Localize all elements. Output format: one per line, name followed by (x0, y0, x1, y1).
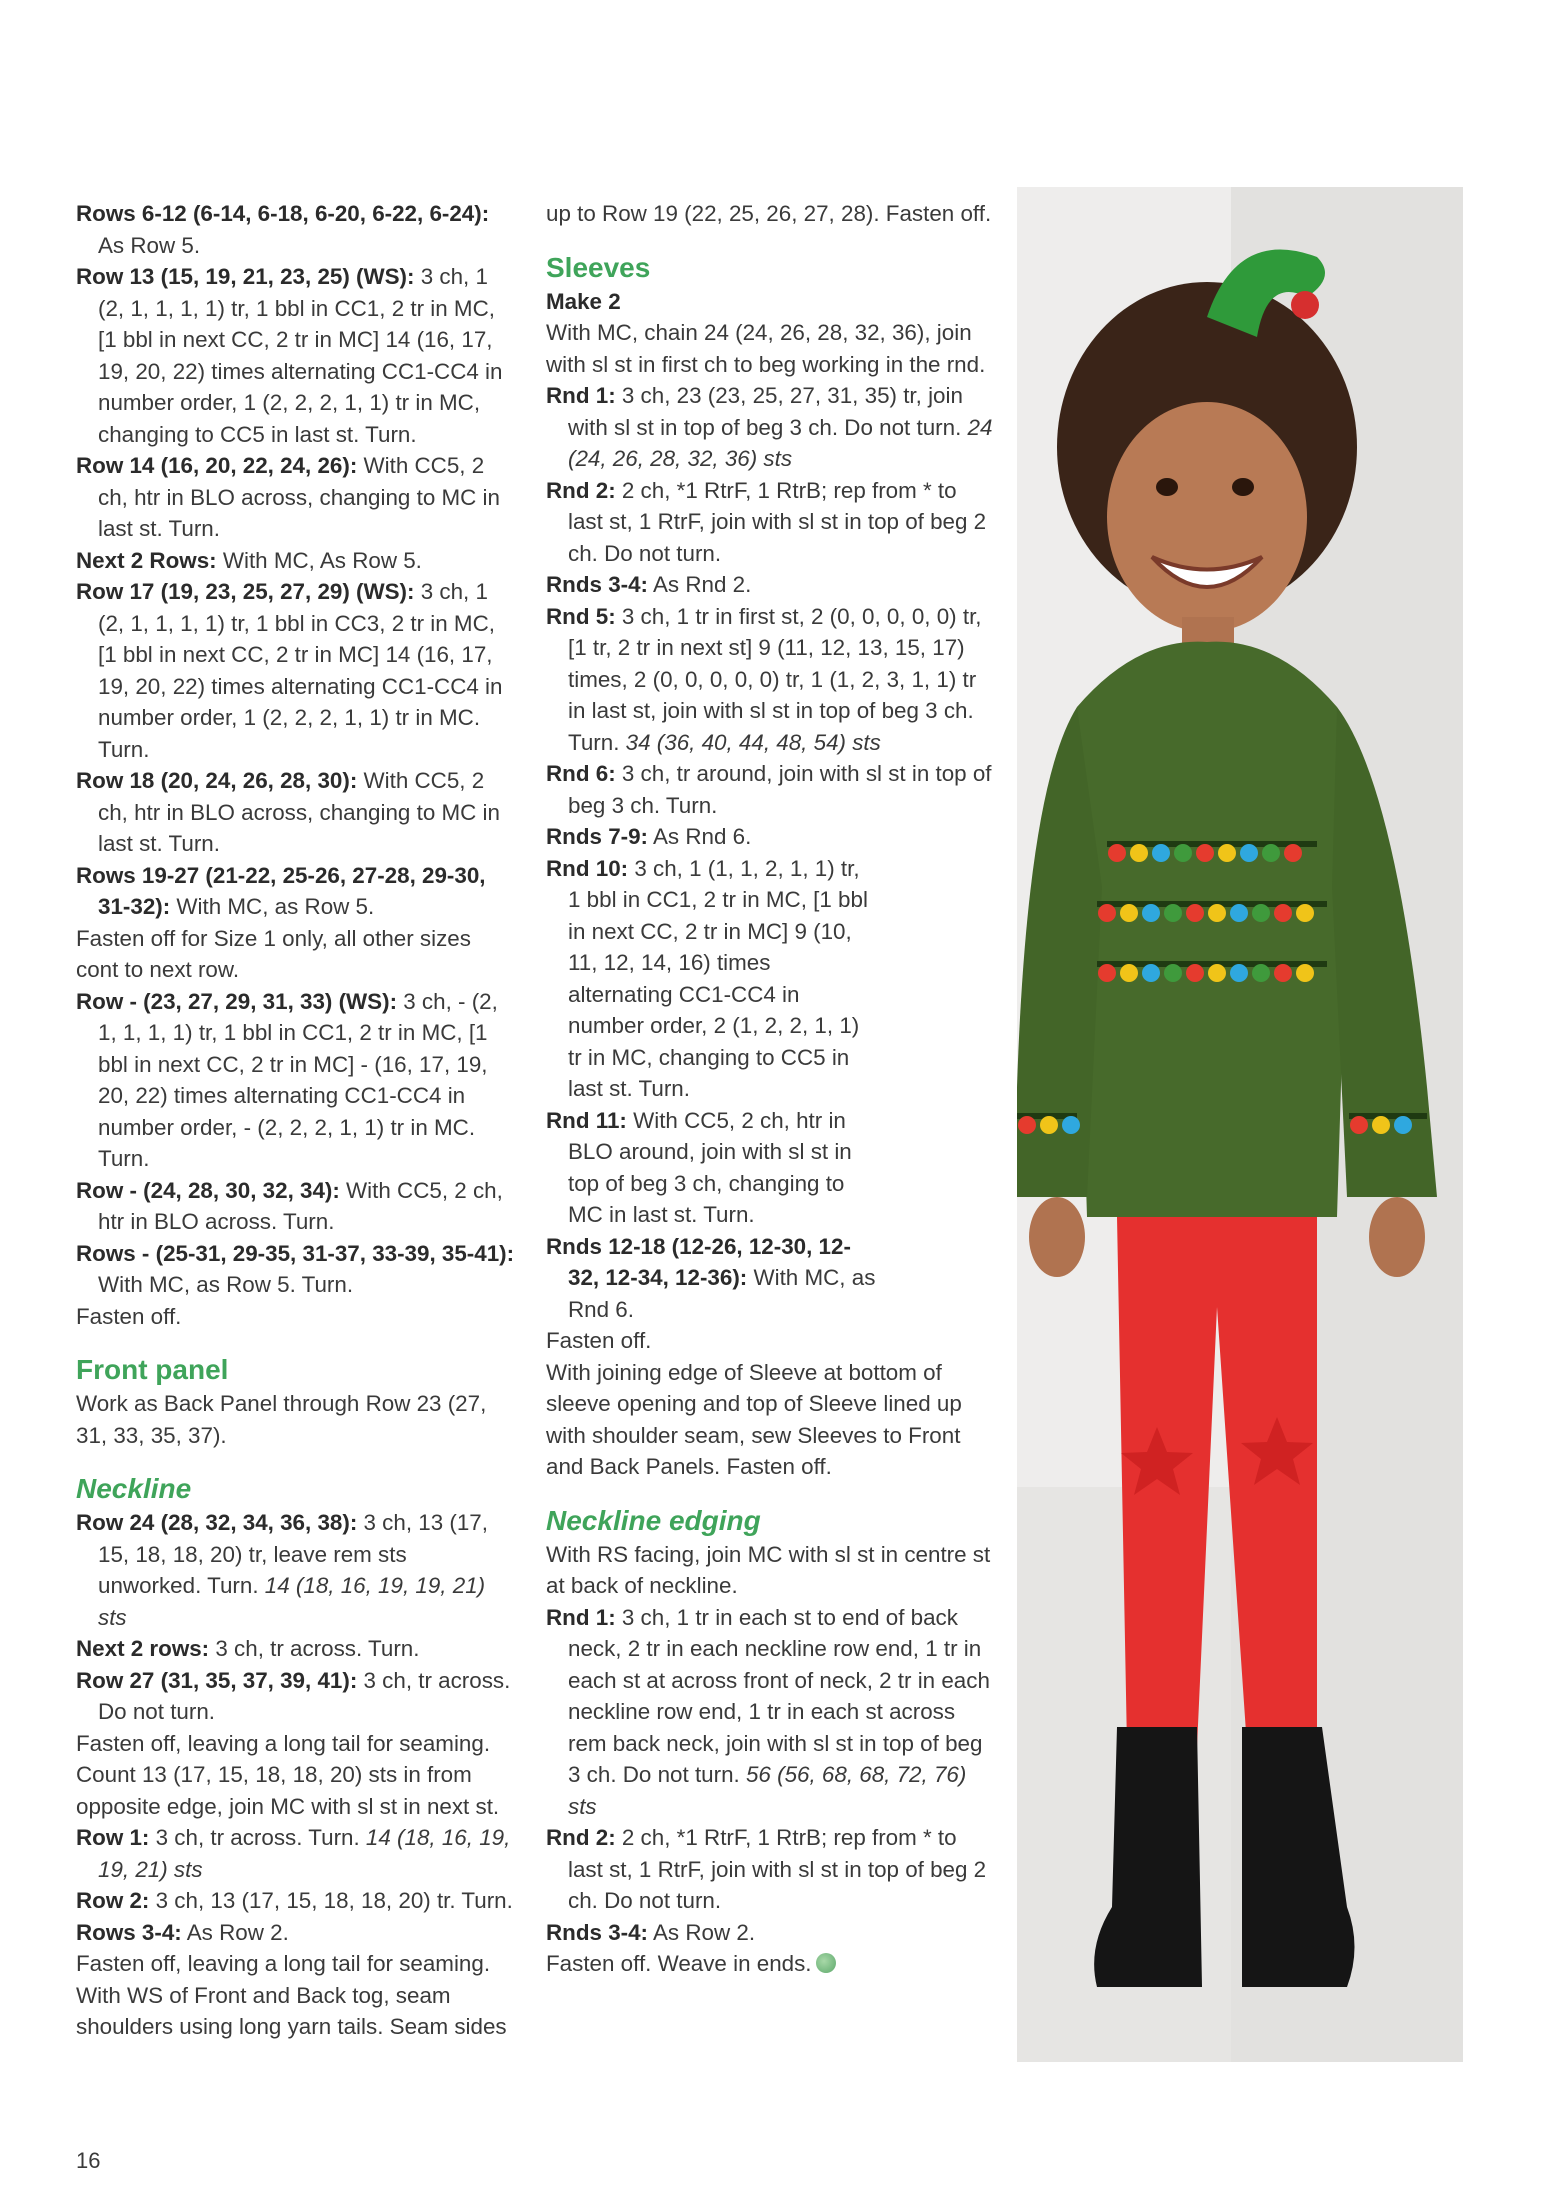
instruction-paragraph (546, 1325, 996, 1357)
instruction-label: Row 1: (76, 1825, 150, 1850)
instruction-text: As Row 5. (98, 232, 201, 258)
instruction-label: Rows 3-4: (76, 1919, 182, 1945)
instruction-text: As Row 2. (648, 1919, 756, 1945)
bobble (1230, 964, 1248, 982)
child-eye-right (1232, 478, 1254, 496)
instruction-text: 3 ch, 1 (1, 1, 2, 1, 1) tr, 1 bbl in CC1, 2 tr in MC, [1 bbl in next CC, 2 tr in MC] 9 (10, 11, 12, 14, 16) times alternating CC1-CC4 in number order, 2 (1, 2, 2, 1, 1) tr in MC, changing to CC5 in last st. Turn. (568, 855, 868, 1101)
instruction-paragraph (546, 1822, 996, 1917)
instruction-label: Rnds 12-18 (12-26, 12-30, 12-32, 12-34, 12-36): (546, 1233, 851, 1290)
instruction-paragraph (76, 576, 516, 765)
bobble (1040, 1116, 1058, 1134)
section-spacer (546, 230, 996, 250)
instruction-paragraph (546, 853, 878, 1105)
bobble (1062, 1116, 1080, 1134)
instruction-text: Fasten off for Size 1 only, all other sizes cont to next row. (76, 925, 471, 982)
instruction-label: Rows 6-12 (6-14, 6-18, 6-20, 6-22, 6-24): (76, 201, 490, 226)
section-spacer (76, 1332, 516, 1352)
instruction-text: As Rnd 6. (648, 824, 752, 849)
instruction-text: 3 ch, 23 (23, 25, 27, 31, 35) tr, join with sl st in top of beg 3 ch. Do not turn. (568, 383, 968, 440)
bobble (1098, 904, 1116, 922)
instruction-paragraph (546, 317, 996, 380)
instruction-paragraph (76, 1885, 516, 1917)
instruction-text: With RS facing, join MC with sl st in centre st at back of neckline. (546, 1541, 991, 1598)
instruction-paragraph (546, 758, 996, 821)
instruction-label: Rnd 5: (546, 603, 616, 629)
instruction-label: Make 2 (546, 288, 621, 314)
instruction-paragraph (546, 475, 996, 570)
bobble (1284, 844, 1302, 862)
yarn-ball-icon (816, 1953, 836, 1973)
stitch-count: 14 (18, 16, 19, 19, 21) sts (98, 1825, 511, 1882)
instruction-text: With MC, as Row 5. Turn. (98, 1272, 354, 1297)
stitch-count: 24 (24, 26, 28, 32, 36) sts (568, 414, 993, 471)
instruction-text: 3 ch, tr across. Turn. (209, 1636, 420, 1661)
stitch-count: 34 (36, 40, 44, 48, 54) sts (625, 729, 881, 755)
instruction-paragraph (76, 860, 516, 923)
instruction-text: 3 ch, tr around, join with sl st in top of beg 3 ch. Turn. (568, 761, 992, 818)
bobble (1372, 1116, 1390, 1134)
bobble (1130, 844, 1148, 862)
section-heading: Sleeves (546, 251, 651, 283)
bobble (1018, 1116, 1036, 1134)
elf-hat-pompom (1291, 291, 1319, 319)
instruction-label: Rnd 2: (546, 1825, 616, 1850)
bobble (1296, 904, 1314, 922)
instruction-text: With MC, as Row 5. (170, 894, 375, 919)
instruction-text: 3 ch, 13 (17, 15, 18, 18, 20) tr. Turn. (149, 1888, 513, 1913)
instruction-label: Row 18 (20, 24, 26, 28, 30): (76, 768, 358, 793)
section-heading: Front panel (76, 1354, 229, 1385)
instruction-paragraph (76, 1175, 516, 1238)
instruction-paragraph (546, 380, 996, 475)
instruction-label: Rnd 1: (546, 1604, 616, 1630)
bobble (1274, 964, 1292, 982)
instruction-paragraph (546, 1105, 878, 1231)
bobble (1218, 844, 1236, 862)
instruction-text: Work as Back Panel through Row 23 (27, 31, 33, 35, 37). (76, 1391, 487, 1448)
instruction-text: 2 ch, *1 RtrF, 1 RtrB; rep from * to last st, 1 RtrF, join with sl st in top of beg 2 ch. Do not turn. (568, 477, 987, 566)
instruction-text: With CC5, 2 ch, htr in BLO across. Turn. (98, 1177, 503, 1234)
bobble (1252, 904, 1270, 922)
instruction-paragraph (546, 821, 996, 853)
section-spacer (546, 1483, 996, 1503)
instruction-paragraph (546, 198, 996, 230)
instruction-text: With MC, As Row 5. (216, 547, 422, 573)
instruction-label: Rnd 10: (546, 855, 629, 881)
instruction-text: 3 ch, - (2, 1, 1, 1, 1) tr, 1 bbl in CC1, 2 tr in MC, [1 bbl in next CC, 2 tr in MC] - (16, 17, 19, 20, 22) times alternating CC1-CC4 in number order, - (2, 2, 2, 1, 1) tr in MC. Turn. (98, 988, 498, 1171)
instruction-paragraph (546, 1602, 996, 1823)
sweater-body (1077, 642, 1347, 1217)
instruction-paragraph (76, 1728, 516, 1823)
instruction-paragraph (76, 923, 516, 986)
instruction-paragraph (76, 986, 516, 1175)
instruction-paragraph (76, 1301, 516, 1333)
instruction-paragraph (76, 450, 516, 545)
instruction-label: Rnd 1: (546, 383, 616, 408)
bobble (1296, 964, 1314, 982)
bobble (1186, 904, 1204, 922)
instruction-label: Row - (24, 28, 30, 32, 34): (76, 1177, 340, 1203)
instruction-paragraph (546, 1948, 996, 1980)
instruction-paragraph (546, 286, 996, 318)
bobble (1274, 904, 1292, 922)
instruction-text: With CC5, 2 ch, htr in BLO around, join with sl st in top of beg 3 ch, changing to MC in last st. Turn. (568, 1107, 852, 1227)
instruction-text: 3 ch, 13 (17, 15, 18, 18, 20) tr, leave rem sts unworked. Turn. (98, 1510, 488, 1598)
instruction-paragraph (546, 1231, 878, 1326)
instruction-paragraph (76, 765, 516, 860)
bobble (1350, 1116, 1368, 1134)
instruction-paragraph (76, 261, 516, 450)
child-face (1107, 402, 1307, 632)
bobble (1120, 964, 1138, 982)
instruction-text: 3 ch, 1 (2, 1, 1, 1, 1) tr, 1 bbl in CC3, 2 tr in MC, [1 bbl in next CC, 2 tr in MC] 14 (16, 17, 19, 20, 22) times alternating CC1-CC4 in number order, 1 (2, 2, 2, 1, 1) tr in MC. Turn. (98, 579, 503, 762)
bobble (1142, 964, 1160, 982)
instruction-text: Fasten off. (76, 1303, 182, 1329)
bobble (1098, 964, 1116, 982)
bobble (1120, 904, 1138, 922)
bobble (1394, 1116, 1412, 1134)
instruction-text: With CC5, 2 ch, htr in BLO across, changing to MC in last st. Turn. (98, 453, 500, 541)
bobble (1196, 844, 1214, 862)
instruction-text: With MC, as Rnd 6. (568, 1265, 876, 1322)
instruction-label: Rows 19-27 (21-22, 25-26, 27-28, 29-30, 31-32): (76, 862, 486, 919)
child-hand-right (1369, 1197, 1425, 1277)
instruction-label: Row 17 (19, 23, 25, 27, 29) (WS): (76, 579, 415, 604)
photo-illustration (1017, 187, 1463, 2062)
instruction-text: As Row 2. (181, 1919, 289, 1945)
instruction-paragraph (76, 1917, 516, 1949)
instruction-text: 3 ch, tr across. Turn. (149, 1825, 366, 1850)
instruction-paragraph (76, 198, 516, 261)
section-spacer (76, 1451, 516, 1471)
instruction-paragraph (546, 1917, 996, 1949)
column-left (76, 198, 516, 2043)
instruction-text: Fasten off, leaving a long tail for seaming. With WS of Front and Back tog, seam shoulders using long yarn tails. Seam sides (76, 1951, 507, 2039)
bobble (1240, 844, 1258, 862)
child-hand-left (1029, 1197, 1085, 1277)
instruction-text: With MC, chain 24 (24, 26, 28, 32, 36), join with sl st in first ch to beg working in the rnd. (546, 320, 986, 377)
instruction-paragraph (546, 1539, 996, 1602)
instruction-paragraph (76, 545, 516, 577)
instruction-label: Row 24 (28, 32, 34, 36, 38): (76, 1510, 358, 1535)
instruction-text: 3 ch, 1 (2, 1, 1, 1, 1) tr, 1 bbl in CC1, 2 tr in MC, [1 bbl in next CC, 2 tr in MC] 14 (16, 17, 19, 20, 22) times alternating CC1-CC4 in number order, 1 (2, 2, 2, 1, 1) tr in MC, changing to CC5 in last st. Turn. (98, 264, 503, 447)
instruction-label: Row 2: (76, 1888, 150, 1913)
instruction-label: Row 14 (16, 20, 22, 24, 26): (76, 453, 358, 478)
bobble (1108, 844, 1126, 862)
instruction-label: Next 2 Rows: (76, 547, 217, 573)
instruction-text: 3 ch, 1 tr in each st to end of back neck, 2 tr in each neckline row end, 1 tr in each st at across front of neck, 2 tr in each neckline row end, 1 tr in each st across rem back neck, join with sl st in top of beg 3 ch. Do not turn. (568, 1604, 990, 1787)
page-number: 16 (76, 2148, 101, 2173)
section-heading: Neckline (76, 1473, 192, 1504)
section-heading: Neckline edging (546, 1504, 761, 1536)
child-eye-left (1156, 478, 1178, 496)
instruction-text: Fasten off, leaving a long tail for seaming. Count 13 (17, 15, 18, 18, 20) sts in from opposite edge, join MC with sl st in next st. (76, 1730, 500, 1819)
instruction-paragraph (76, 1388, 516, 1451)
bobble (1164, 904, 1182, 922)
bobble (1230, 904, 1248, 922)
stitch-count: 14 (18, 16, 19, 19, 21) sts (98, 1573, 486, 1630)
bobble (1262, 844, 1280, 862)
photo-child-elf-sweater (1017, 187, 1463, 2062)
bobble (1142, 904, 1160, 922)
instruction-text: 2 ch, *1 RtrF, 1 RtrB; rep from * to last st, 1 RtrF, join with sl st in top of beg 2 ch. Do not turn. (568, 1825, 987, 1913)
instruction-text: With CC5, 2 ch, htr in BLO across, changing to MC in last st. Turn. (98, 768, 500, 856)
instruction-text: With joining edge of Sleeve at bottom of sleeve opening and top of Sleeve lined up with shoulder seam, sew Sleeves to Front and Back Panels. Fasten off. (546, 1359, 962, 1479)
instruction-label: Rnd 2: (546, 477, 616, 503)
bobble (1174, 844, 1192, 862)
instruction-paragraph (76, 1665, 516, 1728)
instruction-label: Rnds 3-4: (546, 1919, 649, 1945)
instruction-label: Rows - (25-31, 29-35, 31-37, 33-39, 35-41): (76, 1240, 515, 1266)
bobble (1164, 964, 1182, 982)
instruction-paragraph (76, 1507, 516, 1633)
instruction-label: Row 27 (31, 35, 37, 39, 41): (76, 1667, 358, 1693)
instruction-text: Fasten off. (546, 1328, 652, 1353)
bobble (1208, 964, 1226, 982)
instruction-paragraph (76, 1948, 516, 2043)
instruction-paragraph (76, 1238, 516, 1301)
instruction-paragraph (546, 569, 996, 601)
stitch-count: 56 (56, 68, 68, 72, 76) sts (568, 1762, 967, 1819)
bobble (1186, 964, 1204, 982)
instruction-label: Rnd 6: (546, 761, 616, 786)
instruction-paragraph (76, 1633, 516, 1665)
instruction-paragraph (546, 1357, 996, 1483)
instruction-label: Row - (23, 27, 29, 31, 33) (WS): (76, 988, 398, 1014)
instruction-text: up to Row 19 (22, 25, 26, 27, 28). Fasten off. (546, 201, 992, 226)
instruction-label: Next 2 rows: (76, 1636, 210, 1661)
bobble (1152, 844, 1170, 862)
instruction-label: Rnds 3-4: (546, 572, 649, 597)
instruction-label: Row 13 (15, 19, 21, 23, 25) (WS): (76, 264, 415, 289)
instruction-text: 3 ch, tr across. Do not turn. (98, 1667, 511, 1724)
instruction-text: As Rnd 2. (648, 572, 752, 597)
instruction-text: Fasten off. Weave in ends. (546, 1951, 812, 1976)
instruction-paragraph (546, 601, 996, 759)
instruction-paragraph (76, 1822, 516, 1885)
column-middle (546, 198, 996, 1980)
instruction-label: Rnd 11: (546, 1107, 627, 1133)
instruction-text: 3 ch, 1 tr in first st, 2 (0, 0, 0, 0, 0) tr, [1 tr, 2 tr in next st] 9 (11, 12, 13, 15, 17) times, 2 (0, 0, 0, 0, 0) tr, 1 (1, 2, 3, 1, 1) tr in last st, join with sl st in top of beg 3 ch. Turn. (568, 603, 982, 755)
instruction-label: Rnds 7-9: (546, 824, 649, 849)
bobble (1208, 904, 1226, 922)
bobble (1252, 964, 1270, 982)
